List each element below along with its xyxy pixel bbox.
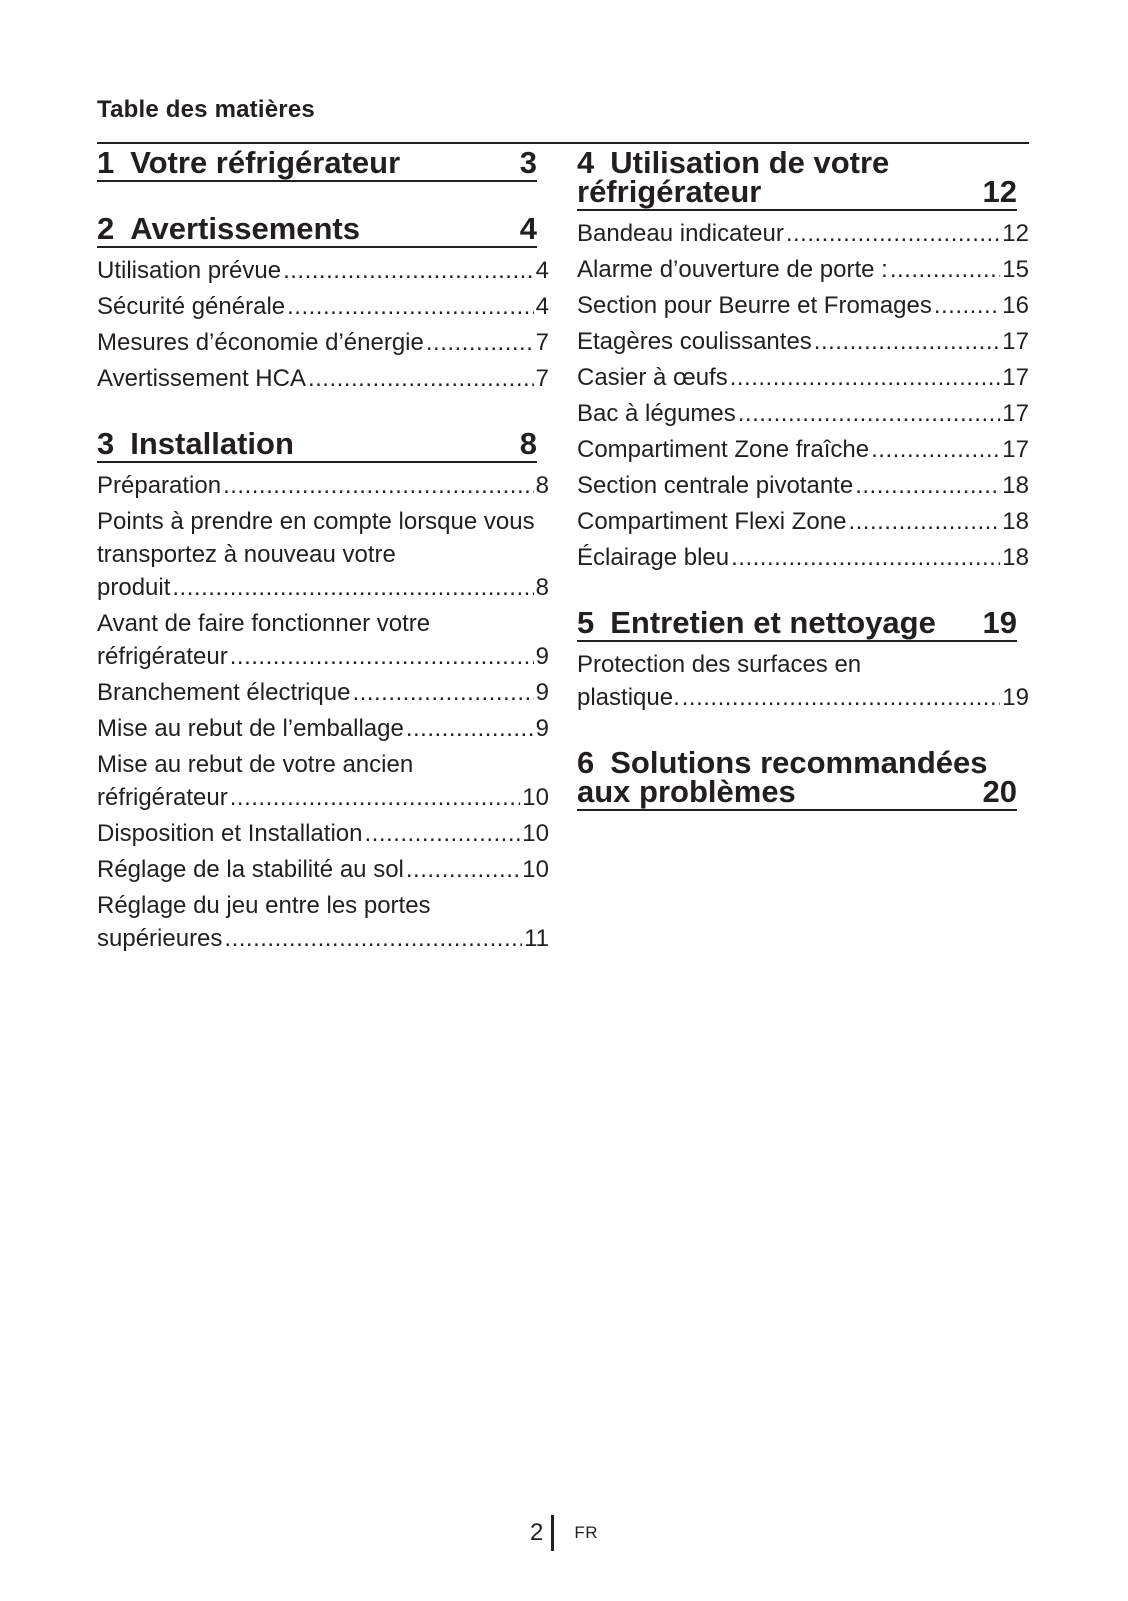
dot-leader [352, 676, 533, 709]
dot-leader [406, 712, 534, 745]
toc-entry-line [577, 397, 1029, 430]
toc-entry-page: 7 [535, 329, 549, 356]
toc-entry-text: Préparation [97, 472, 222, 499]
section-number: 4 [577, 145, 595, 180]
toc-entry-line [577, 325, 1029, 358]
section-title-line1 [577, 745, 1017, 780]
toc-entry-wrapped-text: Réglage du jeu entre les portes [97, 892, 431, 919]
toc-entry-page: 10 [522, 784, 549, 811]
toc-entry[interactable] [97, 747, 549, 816]
toc-entry[interactable] [97, 816, 549, 852]
section-page: 20 [982, 774, 1017, 809]
toc-entry-text: Section pour Beurre et Fromages [577, 292, 932, 319]
toc-section [97, 425, 549, 957]
toc-entry-line [97, 781, 549, 814]
toc-entry-page: 10 [522, 820, 549, 847]
dot-leader [730, 361, 1001, 394]
toc-entries [577, 647, 1029, 716]
section-title-line2 [577, 774, 1017, 809]
toc-entry[interactable] [577, 252, 1029, 288]
toc-entry-line [97, 469, 549, 502]
toc-entry[interactable] [577, 432, 1029, 468]
toc-entry[interactable] [577, 504, 1029, 540]
dot-leader [223, 469, 534, 502]
toc-heading: Table des matières [97, 96, 315, 123]
toc-entry-text: Bac à légumes [577, 400, 736, 427]
toc-section [577, 604, 1029, 716]
toc-entry-line [577, 469, 1029, 502]
toc-entry-text: Casier à œufs [577, 364, 728, 391]
dot-leader [682, 681, 1001, 714]
toc-entry-text: réfrigérateur [97, 784, 228, 811]
toc-entry[interactable] [577, 647, 1029, 716]
toc-entry[interactable] [97, 675, 549, 711]
toc-entry[interactable] [97, 888, 549, 957]
toc-entry-line [97, 571, 549, 604]
toc-entry-page: 17 [1002, 400, 1029, 427]
section-title-text: Installation [130, 426, 294, 461]
section-title-first-line: Utilisation de votre [610, 145, 890, 180]
section-title[interactable] [577, 604, 1017, 642]
toc-entry-text: Compartiment Zone fraîche [577, 436, 870, 463]
toc-entry-page: 19 [1002, 684, 1029, 711]
dot-leader [426, 326, 534, 359]
section-number: 6 [577, 745, 595, 780]
dot-leader [230, 781, 521, 814]
toc-entry-page: 12 [1002, 220, 1029, 247]
toc-entry-text: Branchement électrique [97, 679, 351, 706]
dot-leader [814, 325, 1001, 358]
toc-entry[interactable] [577, 216, 1029, 252]
toc-entry[interactable] [577, 540, 1029, 576]
dot-leader [308, 362, 534, 395]
toc-entry-line [577, 433, 1029, 466]
toc-entry-line [577, 361, 1029, 394]
toc-entry[interactable] [97, 253, 549, 289]
toc-entry-line [97, 922, 549, 955]
toc-entry-page: 8 [535, 472, 549, 499]
toc-entry-page: 4 [535, 293, 549, 320]
toc-entry-line [97, 640, 549, 673]
toc-entry-page: 9 [535, 679, 549, 706]
section-number: 5 [577, 605, 595, 640]
dot-leader [230, 640, 534, 673]
toc-entry-line [577, 217, 1029, 250]
toc-entry-line [577, 541, 1029, 574]
toc-entry[interactable] [97, 711, 549, 747]
section-title-first-line: Solutions recommandées [610, 745, 988, 780]
section-page: 4 [519, 211, 537, 246]
section-page: 3 [519, 145, 537, 180]
toc-entry-line [97, 362, 549, 395]
dot-leader [364, 817, 520, 850]
dot-leader [871, 433, 1000, 466]
section-title-text: aux problèmes [577, 774, 796, 809]
toc-entry-text: réfrigérateur [97, 643, 228, 670]
toc-entry[interactable] [577, 396, 1029, 432]
dot-leader [283, 254, 534, 287]
toc-entries [97, 253, 549, 397]
toc-entry[interactable] [97, 361, 549, 397]
toc-entry[interactable] [577, 360, 1029, 396]
toc-entry-page: 4 [535, 257, 549, 284]
toc-entry-text: Mesures d’économie d’énergie [97, 329, 424, 356]
dot-leader [786, 217, 1000, 250]
section-number: 3 [97, 426, 115, 461]
toc-entry-wrapped-text: Mise au rebut de votre ancien [97, 751, 414, 778]
section-title[interactable] [577, 744, 1017, 811]
toc-entry-line [577, 253, 1029, 286]
toc-entry-page: 7 [535, 365, 549, 392]
toc-entry-page: 17 [1002, 436, 1029, 463]
toc-entry[interactable] [97, 325, 549, 361]
toc-entry-wrapped-text: Points à prendre en compte lorsque vous transportez à nouveau votre [97, 508, 535, 568]
section-number: 1 [97, 145, 115, 180]
toc-entries [97, 468, 549, 957]
toc-entry-line [97, 676, 549, 709]
dot-leader [287, 290, 534, 323]
dot-leader [224, 922, 522, 955]
toc-entry-wrapped-text: Protection des surfaces en [577, 651, 862, 678]
toc-entry-line [97, 326, 549, 359]
toc-entry-text: Avertissement HCA [97, 365, 306, 392]
toc-entry[interactable] [97, 504, 549, 606]
toc-entry-text: Bandeau indicateur [577, 220, 784, 247]
toc-entry-line [97, 254, 549, 287]
toc-entry-page: 18 [1002, 472, 1029, 499]
toc-entry-line [577, 505, 1029, 538]
toc-entry-page: 17 [1002, 364, 1029, 391]
dot-leader [855, 469, 1000, 502]
dot-leader [934, 289, 1000, 322]
toc-entry[interactable] [577, 468, 1029, 504]
toc-entry-text: Section centrale pivotante [577, 472, 854, 499]
toc-entry-page: 8 [535, 574, 549, 601]
section-page: 19 [982, 605, 1017, 640]
toc-left-column [97, 144, 549, 985]
toc-entry[interactable] [577, 288, 1029, 324]
toc-entry-page: 18 [1002, 508, 1029, 535]
toc-entry-text: produit [97, 574, 171, 601]
toc-entry-page: 10 [522, 856, 549, 883]
toc-entry-text: Éclairage bleu [577, 544, 730, 571]
toc-entry-page: 9 [535, 715, 549, 742]
language-code: FR [574, 1523, 599, 1542]
section-title-line2 [577, 174, 1017, 209]
toc-section [97, 210, 549, 397]
section-title[interactable] [577, 144, 1017, 211]
dot-leader [406, 853, 520, 886]
section-title-text: Votre réfrigérateur [130, 145, 401, 180]
section-page: 8 [519, 426, 537, 461]
toc-entry-line [97, 817, 549, 850]
section-page: 12 [982, 174, 1017, 209]
toc-entry-text: Compartiment Flexi Zone [577, 508, 847, 535]
toc-entry-line [97, 853, 549, 886]
toc-entry[interactable] [97, 468, 549, 504]
toc-entry-text: Disposition et Installation [97, 820, 363, 847]
dot-leader [738, 397, 1001, 430]
section-title[interactable] [97, 210, 537, 248]
toc-entry-line [97, 290, 549, 323]
toc-section [577, 744, 1029, 811]
section-title-text: réfrigérateur [577, 174, 762, 209]
toc-entry-page: 16 [1002, 292, 1029, 319]
toc-entries [577, 216, 1029, 576]
toc-entry-page: 11 [524, 925, 549, 952]
toc-entry[interactable] [577, 324, 1029, 360]
dot-leader [731, 541, 1000, 574]
toc-entry[interactable] [97, 852, 549, 888]
toc-entry-line [577, 681, 1029, 714]
toc-section [97, 144, 549, 182]
section-title-text: Entretien et nettoyage [610, 605, 936, 640]
toc-entry-text: Réglage de la stabilité au sol [97, 856, 404, 883]
section-title[interactable] [97, 425, 537, 463]
toc-entry-text: Mise au rebut de l’emballage [97, 715, 404, 742]
section-number: 2 [97, 211, 115, 246]
toc-entry-text: Utilisation prévue [97, 257, 282, 284]
section-title-text: Avertissements [130, 211, 360, 246]
toc-section [577, 144, 1029, 576]
toc-entry-page: 17 [1002, 328, 1029, 355]
dot-leader [890, 253, 1000, 286]
page-number: 2 [530, 1519, 544, 1546]
toc-entry-page: 9 [535, 643, 549, 670]
toc-entry-text: plastique. [577, 684, 680, 711]
dot-leader [172, 571, 533, 604]
toc-entry-wrapped-text: Avant de faire fonctionner votre [97, 610, 431, 637]
toc-entry-text: Alarme d’ouverture de porte : [577, 256, 888, 283]
toc-right-column [577, 144, 1029, 839]
section-title[interactable] [97, 144, 537, 182]
toc-entry-text: supérieures [97, 925, 223, 952]
toc-entry-page: 18 [1002, 544, 1029, 571]
toc-entry-line [577, 289, 1029, 322]
section-title-line1 [577, 145, 1017, 180]
toc-entry-line [97, 712, 549, 745]
toc-entry[interactable] [97, 289, 549, 325]
dot-leader [848, 505, 1000, 538]
toc-entry[interactable] [97, 606, 549, 675]
toc-entry-text: Etagères coulissantes [577, 328, 812, 355]
toc-entry-text: Sécurité générale [97, 293, 286, 320]
toc-entry-page: 15 [1002, 256, 1029, 283]
page-footer [530, 1515, 598, 1551]
